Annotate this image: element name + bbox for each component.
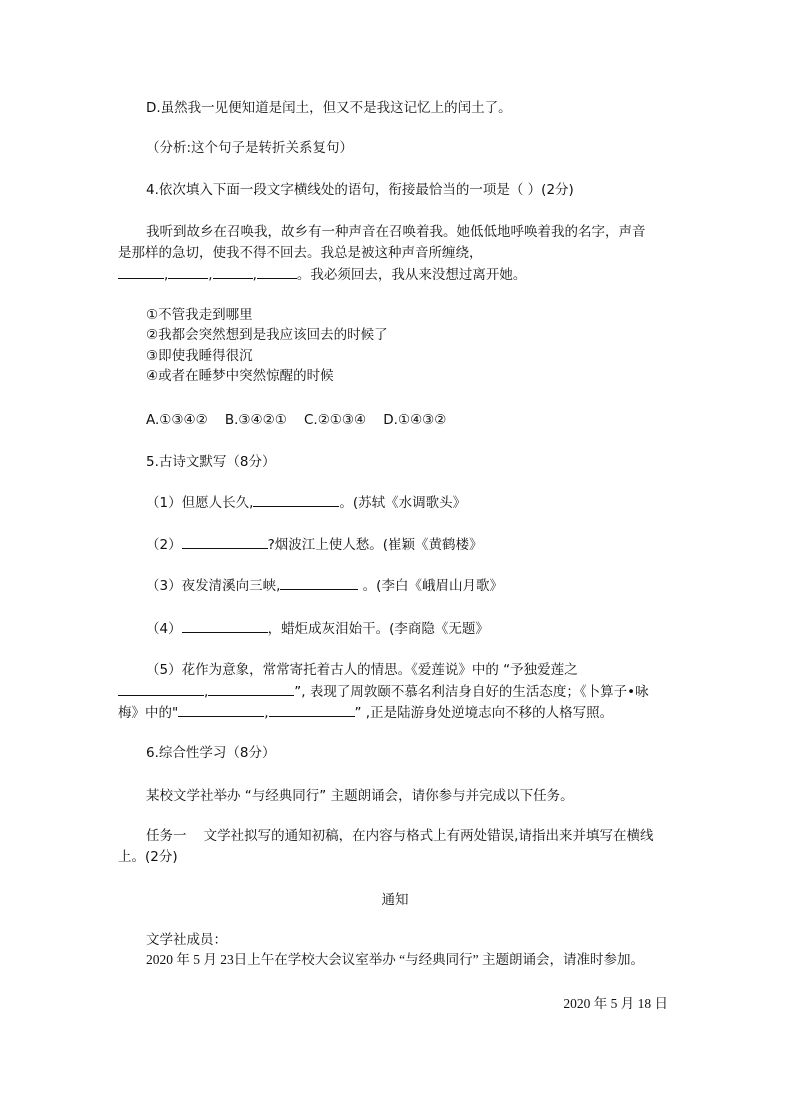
notice-recipient: 文学社成员： (146, 932, 227, 948)
q5-line4: （4） ，蜡炬成灰泪始干。(李商隐《无题》 (146, 618, 489, 639)
q4-para-line1: 我听到故乡在召唤我，故乡有一种声音在召唤着我。她低低地呼唤着我的名字，声音 (146, 224, 646, 240)
blank[interactable] (118, 264, 164, 279)
blank[interactable] (257, 264, 297, 279)
q5-line5a: （5）花作为意象，常常寄托着古人的情思。《爱莲说》中的 “予独爱莲之 (146, 662, 578, 678)
blank[interactable] (253, 492, 339, 507)
blank[interactable] (168, 264, 208, 279)
notice-title: 通知 (381, 892, 409, 908)
notice-body: 2020 年 5 月 23日上午在学校大会议室举办 “与经典同行” 主题朗诵会，请准时参加。 (146, 952, 644, 967)
option-d: D.虽然我一见便知道是闰土，但又不是我这记忆上的闰土了。 (146, 100, 512, 116)
blank[interactable] (182, 534, 268, 549)
q4-options: A.①③④② B.③④②① C.②①③④ D.①④③② (146, 412, 447, 428)
q5-line3: （3）夜发清溪向三峡, 。(李白《峨眉山月歌》 (146, 575, 503, 596)
blank[interactable] (182, 618, 268, 633)
q6-title: 6.综合性学习（8分） (146, 745, 276, 761)
q6-intro: 某校文学社举办 “与经典同行” 主题朗诵会，请你参与并完成以下任务。 (146, 788, 574, 804)
q6-task1-line2: 上。(2分) (118, 849, 178, 865)
q5-title: 5.古诗文默写（8分） (146, 454, 276, 470)
blank[interactable] (213, 264, 253, 279)
q6-task1-line1: 任务一 文学社拟写的通知初稿，在内容与格式上有两处错误,请指出来并填写在横线 (146, 828, 654, 844)
blank[interactable] (178, 702, 264, 717)
analysis-note: （分析:这个句子是转折关系复句） (146, 140, 354, 156)
q4-title: 4.依次填入下面一段文字横线处的语句，衔接最恰当的一项是（ ）(2分) (146, 182, 574, 198)
q4-item-3: ③即使我睡得很沉 (146, 348, 253, 364)
blank[interactable] (280, 575, 358, 590)
blank[interactable] (118, 681, 204, 696)
q4-item-1: ①不管我走到哪里 (146, 307, 253, 323)
blank[interactable] (269, 702, 355, 717)
q5-line5c: 梅》中的" , ” ,正是陆游身处逆境志向不移的人格写照。 (118, 702, 613, 723)
blank[interactable] (208, 681, 294, 696)
q5-line1: （1）但愿人长久, 。(苏轼《水调歌头》 (146, 492, 466, 513)
q4-item-2: ②我都会突然想到是我应该回去的时候了 (146, 327, 388, 343)
notice-date: 2020 年 5 月 18 日 (563, 996, 668, 1011)
q5-line5b: , ”, 表现了周敦颐不慕名利洁身自好的生活态度；《卜算子•咏 (118, 681, 649, 702)
q4-item-4: ④或者在睡梦中突然惊醒的时候 (146, 368, 334, 384)
q5-line2: （2） ?烟波江上使人愁。(崔颖《黄鹤楼》 (146, 534, 483, 555)
q4-para-line2: 是那样的急切，使我不得不回去。我总是被这种声音所缠绕， (118, 245, 483, 261)
q4-para-line3: , , , 。我必须回去，我从来没想过离开她。 (118, 264, 526, 285)
